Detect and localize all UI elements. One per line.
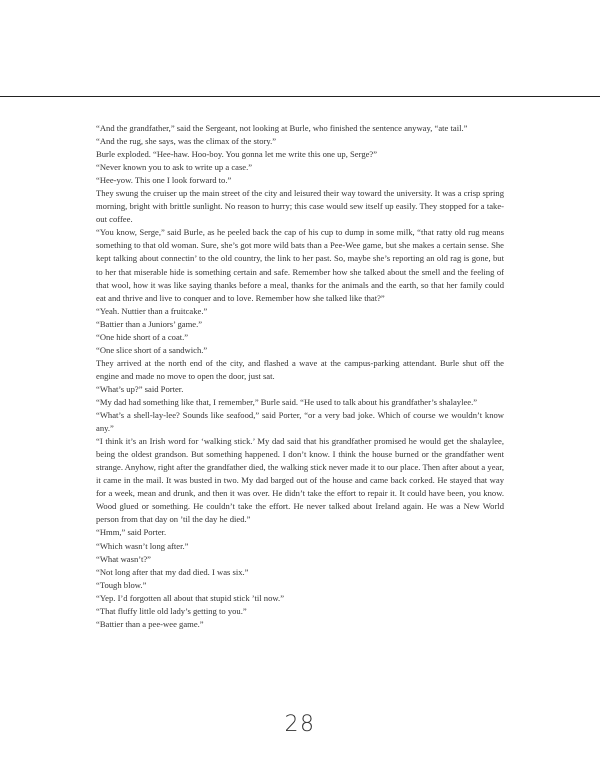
paragraph: “Hee-yow. This one I look forward to.” xyxy=(96,175,232,186)
paragraph: “What wasn’t?” xyxy=(96,553,151,564)
paragraph: “Yep. I’d forgotten all about that stupid stick ’til now.” xyxy=(96,592,285,603)
page-number: 28 xyxy=(284,712,316,737)
paragraph: “What’s a shell-lay-lee? Sounds like seafood,” said Porter, “or a very bad joke. Which of course we wouldn’t know any.” xyxy=(96,410,504,434)
paragraph: “Never known you to ask to write up a case.” xyxy=(96,162,253,173)
paragraph: Burle exploded. “Hee-haw. Hoo-boy. You gonna let me write this one up, Serge?” xyxy=(96,149,378,160)
paragraph: “And the rug, she says, was the climax of the story.” xyxy=(96,136,277,147)
paragraph: “Tough blow.” xyxy=(96,579,147,590)
body-text xyxy=(96,122,504,631)
paragraph: “My dad had something like that, I remember,” Burle said. “He used to talk about his grandfather’s shalaylee.” xyxy=(96,396,478,407)
paragraph: They arrived at the north end of the city, and flashed a wave at the campus-parking attendant. Burle shut off the engine and made no move to open the door, just sat. xyxy=(96,357,504,381)
paragraph: “One slice short of a sandwich.” xyxy=(96,344,208,355)
paragraph: “You know, Serge,” said Burle, as he peeled back the cap of his cup to dump in some milk, “that ratty old rug means something to that old woman. Sure, she’s got more wild bats than a Pee-Wee game, but she makes a certain sense. She kept talking about connectin’ to the old country, the link to her past. So, maybe she’s reporting an old rag is gone, but to her that miserable hide is something certain and safe. Remember how she talked about the smell and the feeling of that wool, how it was like saying thanks before a meal, thanks for the animals and the earth, so that her family could eat and thrive and live to conquer and to love. Remember how she talked like that?” xyxy=(96,227,504,303)
paragraph: “Which wasn’t long after.” xyxy=(96,540,189,551)
paragraph: “Battier than a Juniors’ game.” xyxy=(96,318,203,329)
paragraph: “Not long after that my dad died. I was six.” xyxy=(96,566,249,577)
paragraph: “One hide short of a coat.” xyxy=(96,331,189,342)
paragraph: “That fluffy little old lady’s getting to you.” xyxy=(96,605,247,616)
paragraph: “And the grandfather,” said the Sergeant, not looking at Burle, who finished the sentence anyway, “ate tail.” xyxy=(96,123,468,133)
header-rule xyxy=(0,96,600,97)
paragraph: “I think it’s an Irish word for ‘walking stick.’ My dad said that his grandfather promised he would get the shalaylee, being the oldest grandson. But something happened. I don’t know. I think the house burned or the grandfather went strange. Anyhow, right after the grandfather died, the walking stick never made it to our place. Then after about a year, it came in the mail. It was busted in two. My dad barged out of the house and came back corked. He stayed that way for a week, mean and drunk, and then it was over. He didn’t take the effort to repair it. It could have been, you know. Wood glued or something. He couldn’t take the effort. He never talked about Ireland again. He was a New World person from that day on ’til the day he died.” xyxy=(96,436,504,525)
paragraph: “Battier than a pee-wee game.” xyxy=(96,618,204,629)
paragraph: They swung the cruiser up the main street of the city and leisured their way toward the university. It was a crisp spring morning, bright with brittle sunlight. No reason to hurry; this case would sew itself up easily. They stopped for a take-out coffee. xyxy=(96,188,504,225)
paragraph: “Yeah. Nuttier than a fruitcake.” xyxy=(96,305,208,316)
paragraph: “What’s up?” said Porter. xyxy=(96,383,184,394)
paragraph: “Hmm,” said Porter. xyxy=(96,527,167,538)
